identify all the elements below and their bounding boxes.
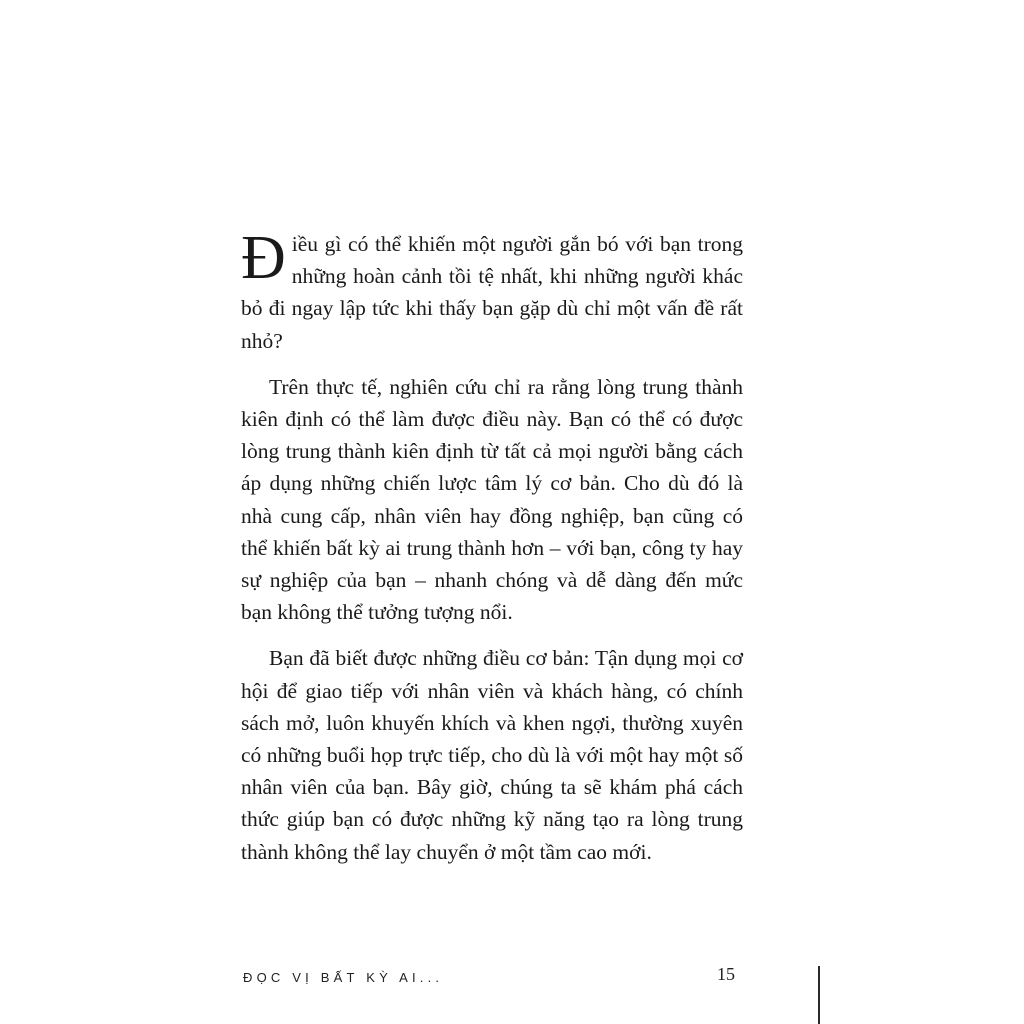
paragraph-2: Trên thực tế, nghiên cứu chỉ ra rằng lòng trung thành kiên định có thể làm được điều này. Bạn có thể có được lòng trung thành kiên định từ tất cả mọi người bằng cách áp dụng những chiến lược tâm lý cơ bản. Cho dù đó là nhà cung cấp, nhân viên hay đồng nghiệp, bạn cũng có thể khiến bất kỳ ai trung thành hơn – với bạn, công ty hay sự nghiệp của bạn – nhanh chóng và dễ dàng đến mức bạn không thể tưởng tượng nổi. (241, 374, 743, 625)
running-title: ĐỌC VỊ BẤT KỲ AI... (243, 970, 444, 985)
page-number: 15 (717, 964, 735, 984)
drop-cap: Đ (241, 224, 286, 292)
paragraph-1-text: iều gì có thể khiến một người gắn bó với bạn trong những hoàn cảnh tồi tệ nhất, khi những người khác bỏ đi ngay lập tức khi thấy bạn gặp dù chỉ một vấn đề rất nhỏ? (241, 232, 743, 353)
paragraph-1 (241, 224, 743, 357)
paragraph-3: Bạn đã biết được những điều cơ bản: Tận dụng mọi cơ hội để giao tiếp với nhân viên và khách hàng, có chính sách mở, luôn khuyến khích và khen ngợi, thường xuyên có những buổi họp trực tiếp, cho dù là với một hay một số nhân viên của bạn. Bây giờ, chúng ta sẽ khám phá cách thức giúp bạn có được những kỹ năng tạo ra lòng trung thành không thể lay chuyển ở một tầm cao mới. (241, 646, 743, 864)
binding-edge-line (818, 966, 820, 1024)
body-text (241, 224, 743, 868)
page-footer (243, 962, 739, 992)
